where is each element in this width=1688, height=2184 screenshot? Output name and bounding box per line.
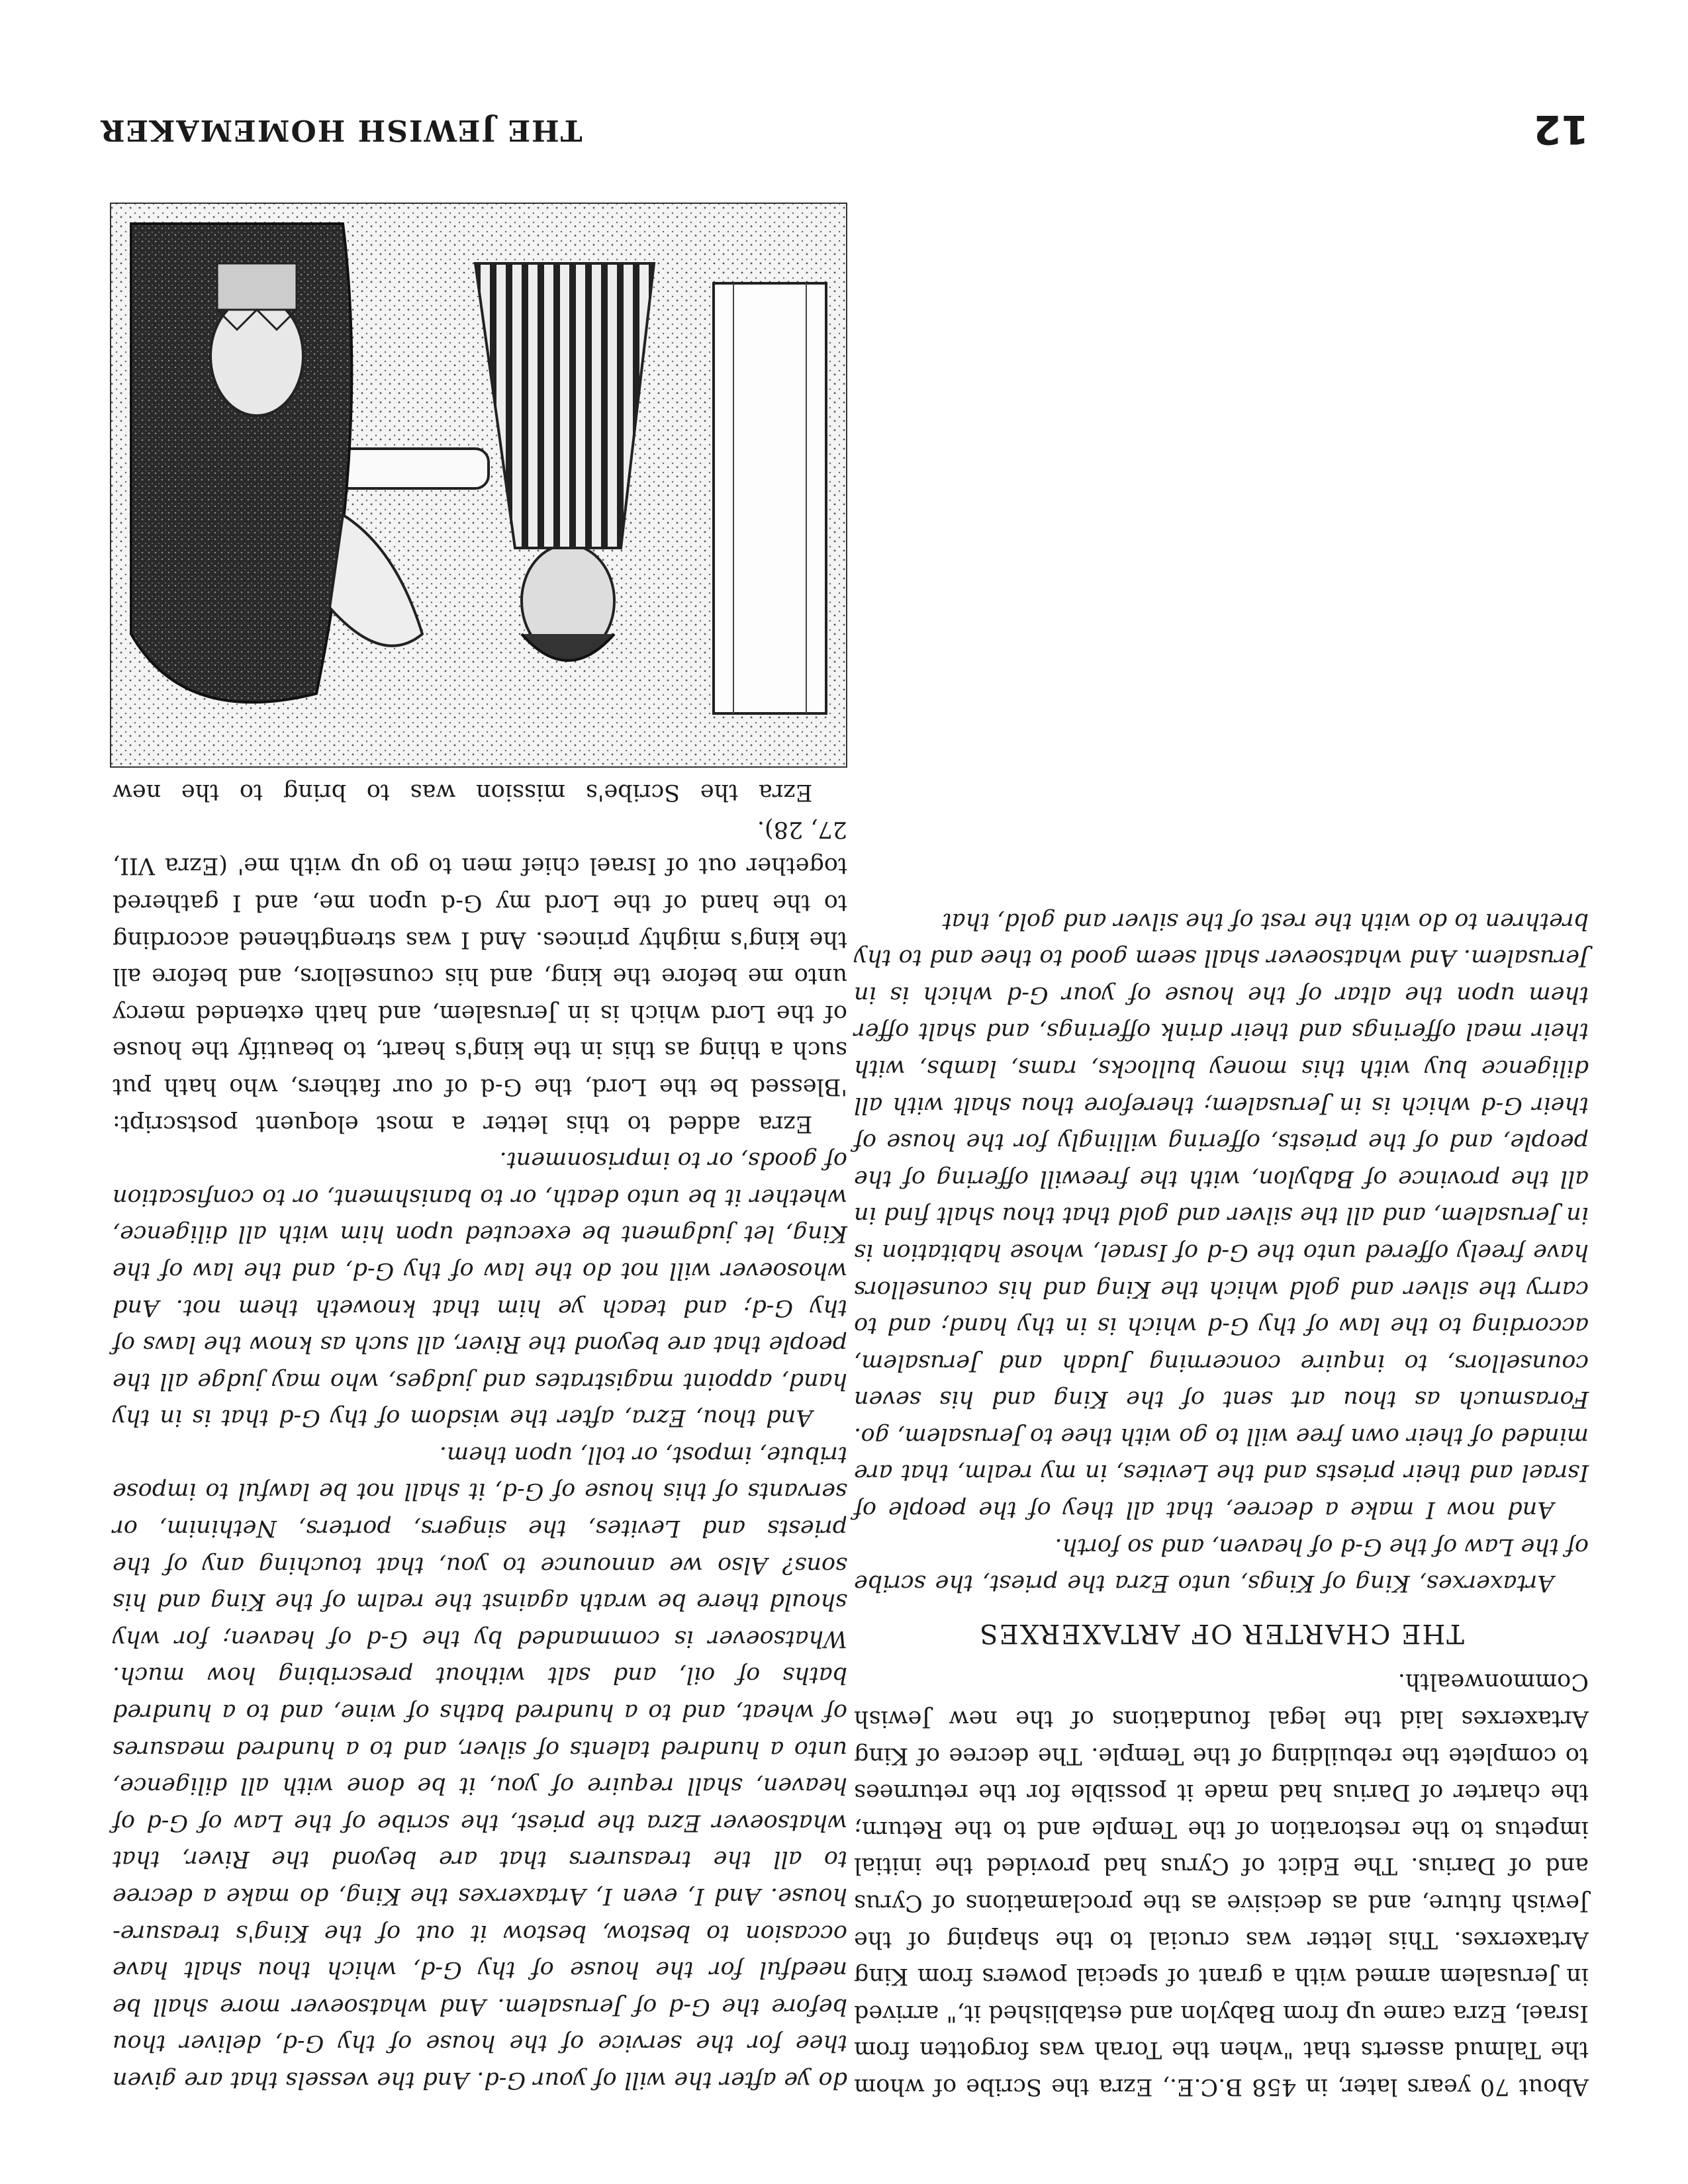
body-paragraph: Ezra added to this letter a most eloquent postscript: 'Blessed be the Lord, the G-d of our fathers, who hath put such a thing as this in the king's heart, to beautify the house of the Lord which is in Jerusalem, and hath extended mercy unto me before the king, and his counsellors, and before all the king's mighty princes. And I was strengthened according to the hand of the Lord my G-d upon me, and I gathered together out of Israel chief men to go up with me' (Ezra VII, 27, 28). [113, 815, 847, 1137]
illustration-ezra-before-king [110, 203, 847, 768]
charter-paragraph: Artaxerxes, King of Kings, unto Ezra the priest, the scribe of the Law of the G-d of heaven, and so forth. [854, 1533, 1589, 1597]
intro-paragraph: About 70 years later, in 458 B.C.E., Ezra the Scribe of whom the Talmud asserts that "when the Torah was forgotten from Israel, Ezra came up from Babylon and established it," arrived in Jerusalem armed with a grant of special powers from King Artaxerxes. This letter was crucial to the shaping of the Jewish future, and as decisive as the proclamations of Cyrus and of Darius. The Edict of Cyrus had provided the initial impetus to the restoration of the Temple and to the Return; the charter of Darius had made it possible for the returnees to complete the rebuilding of the Temple. The decree of King Artaxerxes laid the legal foundations of the new Jewish Commonwealth. [854, 1668, 1589, 2100]
charter-continuation: And thou, Ezra, after the wisdom of thy G-d that is in thy hand, appoint magistrates and judges, who may judge all the people that are beyond the River, all such as know the laws of thy G-d; and teach ye him that knoweth them not. And whosoever will not do the law of thy G-d, and the law of the King, let judgment be executed upon him with all diligence, whether it be unto death, or to banishment, or to confiscation of goods, or to imprisonment. [113, 1147, 847, 1432]
section-heading: THE CHARTER OF ARTAXERXES [978, 1617, 1464, 1649]
left-column [854, 902, 1589, 2105]
charter-continuation: do ye after the will of your G-d. And the vessels that are given thee for the service of the house of thy G-d, deliver thou before the G-d of Jerusalem. And whatsoever more shall be needful for the house of thy G-d, which thou shalt have occasion to bestow, bestow it out of the King's treasure-house. And I, even I, Artaxerxes the King, do make a decree to all the treasurers that are beyond the River, that whatsoever Ezra the priest, the scribe of the Law of G-d of heaven, shall require of you, it be done with all diligence, unto a hundred talents of silver, and to a hundred measures of wheat, and to a hundred baths of wine, and to a hundred baths of oil, and salt without prescribing how much. Whatsoever is commanded by the G-d of heaven; for why should there be wrath against the realm of the King and his sons? Also we announce to you, that touching any of the priests and Levites, the singers, porters, Nethinim, or servants of this house of G-d, it shall not be lawful to impose tribute, impost, or toll, upon them. [113, 1441, 847, 2093]
page-header [99, 93, 1589, 152]
running-head: THE JEWISH HOMEMAKER [99, 113, 583, 147]
charter-paragraph: And now I make a decree, that all they of the people of Israel and their priests and the Levites, in my realm, that are minded of their own free will to go with thee to Jerusalem, go. Forasmuch as thou art sent of the King and his seven counsellors, to inquire concerning Judah and Jerusalem, according to the law of thy G-d which is in thy hand; and to carry the silver and gold which the King and his counsellors have freely offered unto the G-d of Israel, whose habitation is in Jerusalem, and all the silver and gold that thou shalt find in all the province of Babylon, with the freewill offering of the people, and of the priests, offering willingly for the house of their G-d which is in Jerusalem; therefore thou shalt with all diligence buy with this money bullocks, rams, lambs, with their meal offerings and their drink offerings, and shalt offer them upon the altar of the house of your G-d which is in Jerusalem. And whatsoever shall seem good to thee and to thy brethren to do with the rest of the silver and gold, that [854, 907, 1589, 1524]
page-number: 12 [1533, 106, 1589, 152]
body-paragraph: Ezra the Scribe's mission was to bring to the new [113, 779, 813, 806]
